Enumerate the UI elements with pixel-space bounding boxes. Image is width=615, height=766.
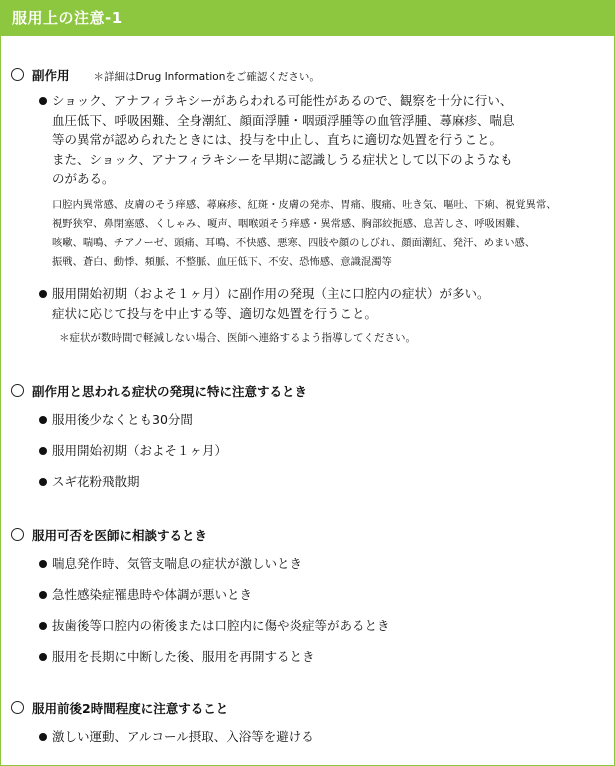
bullet-line: のがある。 [52, 171, 115, 186]
bullet-line: 等の異常が認められたときには、投与を中止し、直ちに適切な処置を行うこと。 [52, 132, 503, 147]
symptom-line: 口腔内異常感、皮膚のそう痒感、蕁麻疹、紅斑・皮膚の発赤、胃痛、腹痛、吐き気、嘔吐、下痢、視覚異常、 [52, 199, 557, 211]
bullet-dot-icon [39, 733, 47, 741]
symptom-list [52, 196, 604, 272]
bullet-dot-icon [39, 622, 47, 630]
list-item [39, 585, 252, 605]
circle-bullet-icon [11, 68, 24, 81]
bullet-dot-icon [39, 447, 47, 455]
list-item-text: 服用を長期に中断した後、服用を再開するとき [52, 649, 315, 664]
list-item [39, 441, 227, 461]
section-consult-heading [11, 526, 207, 544]
section-title: 服用前後2時間程度に注意すること [32, 701, 229, 716]
bullet-anaphylaxis [39, 91, 515, 189]
bullet-dot-icon [39, 290, 47, 298]
bullet-dot-icon [39, 653, 47, 661]
bullet-dot-icon [39, 560, 47, 568]
circle-bullet-icon [11, 528, 24, 541]
section-title: 副作用と思われる症状の発現に特に注意するとき [32, 384, 308, 399]
section-side-effects-heading [11, 66, 320, 84]
list-item-text: スギ花粉飛散期 [52, 474, 140, 489]
bullet-line: 服用開始初期（およそ１ヶ月）に副作用の発現（主に口腔内の症状）が多い。 [52, 286, 490, 301]
bullet-initial-period [39, 284, 490, 323]
section-title: 副作用 [32, 68, 70, 83]
list-item [39, 554, 302, 574]
bullet-dot-icon [39, 478, 47, 486]
circle-bullet-icon [11, 384, 24, 397]
bullet-dot-icon [39, 97, 47, 105]
circle-bullet-icon [11, 701, 24, 714]
panel-title: 服用上の注意-1 [12, 9, 123, 27]
bullet-line: 血圧低下、呼吸困難、全身潮紅、顔面浮腫・咽頭浮腫等の血管浮腫、蕁麻疹、喘息 [52, 112, 515, 128]
list-item [39, 647, 315, 667]
bullet-dot-icon [39, 591, 47, 599]
symptom-line: 咳嗽、喘鳴、チアノーゼ、頭痛、耳鳴、不快感、悪寒、四肢や顔のしびれ、顔面潮紅、発汗、めまい感、 [52, 237, 536, 249]
section-before-after-heading [11, 699, 228, 717]
list-item-text: 抜歯後等口腔内の術後または口腔内に傷や炎症等があるとき [52, 618, 390, 633]
list-item-text: 激しい運動、アルコール摂取、入浴等を避ける [52, 729, 314, 744]
bullet-line: 症状に応じて投与を中止する等、適切な処置を行うこと。 [52, 305, 378, 321]
list-item-text: 服用後少なくとも30分間 [52, 412, 193, 427]
bullet-line: ショック、アナフィラキシーがあらわれる可能性があるので、観察を十分に行い、 [52, 93, 513, 108]
symptom-line: 視野狭窄、鼻閉塞感、くしゃみ、嗄声、咽喉頭そう痒感・異常感、胸部絞扼感、息苦しさ、呼吸困難、 [52, 218, 526, 230]
section-caution-heading [11, 382, 307, 400]
list-item [39, 616, 390, 636]
list-item [39, 727, 314, 747]
list-item [39, 472, 140, 492]
list-item-text: 急性感染症罹患時や体調が悪いとき [52, 587, 253, 602]
section-title: 服用可否を医師に相談するとき [32, 528, 208, 543]
list-item [39, 410, 193, 430]
bullet-dot-icon [39, 416, 47, 424]
list-item-text: 服用開始初期（およそ１ヶ月） [52, 443, 228, 458]
detail-note: ＊詳細はDrug Informationをご確認ください。 [93, 71, 320, 83]
symptom-line: 振戦、蒼白、動悸、頻脈、不整脈、血圧低下、不安、恐怖感、意識混濁等 [52, 256, 392, 268]
list-item-text: 喘息発作時、気管支喘息の症状が激しいとき [52, 556, 303, 571]
footnote: ＊症状が数時間で軽減しない場合、医師へ連絡するよう指導してください。 [59, 332, 416, 344]
bullet-line: また、ショック、アナフィラキシーを早期に認識しうる症状として以下のようなも [52, 151, 513, 167]
panel-header [1, 1, 614, 36]
